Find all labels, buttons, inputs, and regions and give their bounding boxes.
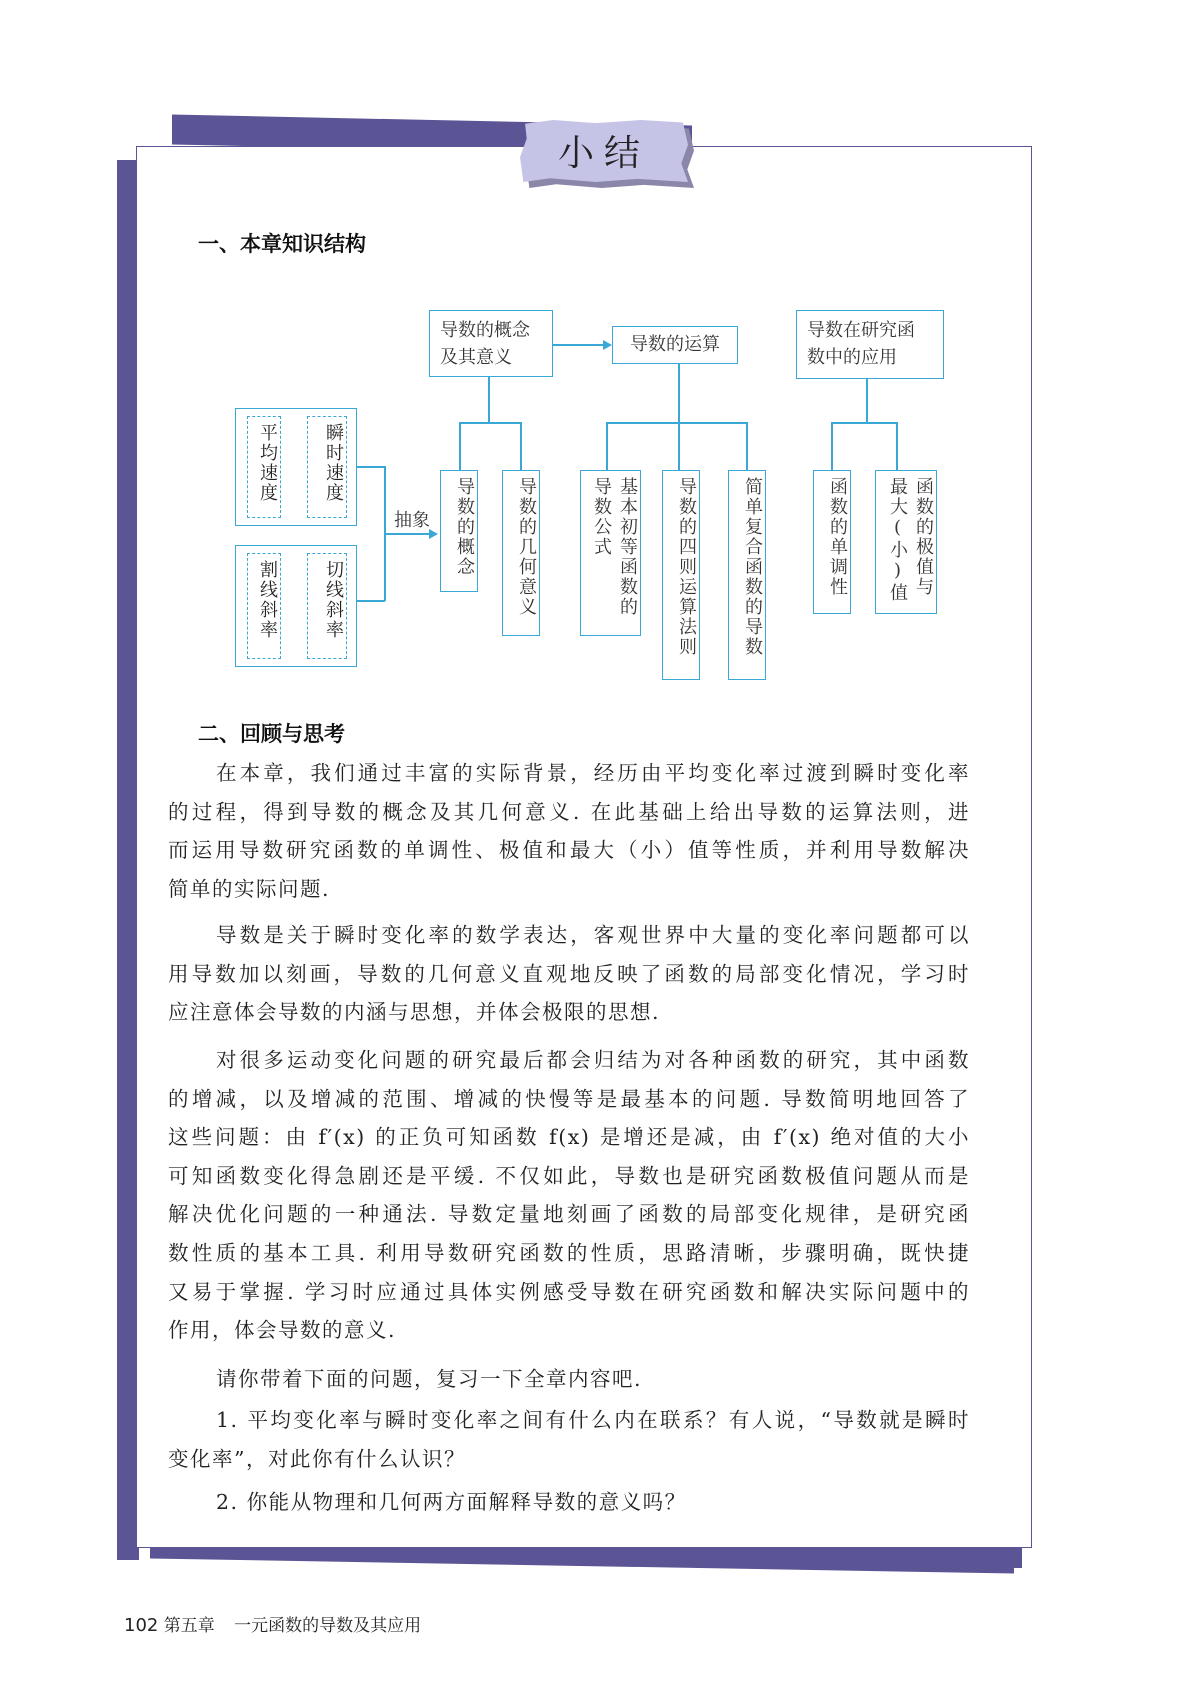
para3-line4: 可知函数变化得急剧还是平缓. 不仅如此，导数也是研究函数极值问题从而是 <box>168 1163 970 1188</box>
arrowhead-1 <box>603 340 612 350</box>
chapter-title: 一元函数的导数及其应用 <box>234 1616 422 1636</box>
abstract-label: 抽象 <box>394 510 430 531</box>
para3-line2: 的增减，以及增减的范围、增减的快慢等是最基本的问题. 导数简明地回答了 <box>168 1086 970 1111</box>
para3-line1: 对很多运动变化问题的研究最后都会归结为对各种函数的研究，其中函数 <box>216 1048 970 1072</box>
paragraph-2 <box>168 916 970 1032</box>
section1-heading: 一、本章知识结构 <box>198 232 366 256</box>
para1-line3: 而运用导数研究函数的单调性、极值和最大（小）值等性质，并利用导数解决 <box>168 838 970 863</box>
box-basic-formula: 基本初等函数的导数公式 <box>580 470 641 636</box>
paragraph-3 <box>168 1041 970 1350</box>
para3-line7: 又易于掌握. 学习时应通过具体实例感受导数在研究函数和解决实际问题中的 <box>168 1279 970 1304</box>
box-derivative-application: 导数在研究函 数中的应用 <box>796 310 944 379</box>
banner-title: 小结 <box>557 133 650 174</box>
q1-line2: 变化率”，对此你有什么认识？ <box>168 1446 466 1471</box>
box-concept: 导数的概念 <box>440 470 478 592</box>
question-1 <box>168 1401 970 1478</box>
para2-line2: 用导数加以刻画，导数的几何意义直观地反映了函数的局部变化情况，学习时 <box>168 961 970 986</box>
box-derivative-operation: 导数的运算 <box>612 326 738 364</box>
para2-line1: 导数是关于瞬时变化率的数学表达，客观世界中大量的变化率问题都可以 <box>216 923 970 947</box>
para1-line4: 简单的实际问题. <box>168 876 331 901</box>
page-number: 102 <box>124 1615 159 1636</box>
paragraph-4 <box>216 1360 970 1399</box>
chapter-number: 第五章 <box>163 1616 215 1636</box>
box-composite-derivative: 简单复合函数的导数 <box>728 470 766 680</box>
q1-line1: 1. 平均变化率与瞬时变化率之间有什么内在联系？有人说，“导数就是瞬时 <box>216 1408 970 1432</box>
question-2 <box>216 1483 970 1522</box>
q2-line1: 2. 你能从物理和几何两方面解释导数的意义吗？ <box>216 1490 687 1514</box>
para4-line1: 请你带着下面的问题，复习一下全章内容吧. <box>216 1367 643 1391</box>
box-tangent-slope: 切线斜率 <box>307 553 347 659</box>
box-geometric-meaning: 导数的几何意义 <box>502 470 540 636</box>
section2-heading: 二、回顾与思考 <box>198 722 345 746</box>
box-instant-speed: 瞬时速度 <box>307 416 347 518</box>
para3-line6: 数性质的基本工具. 利用导数研究函数的性质，思路清晰，步骤明确，既快捷 <box>168 1240 970 1265</box>
box-average-speed: 平均速度 <box>247 416 281 518</box>
box-arithmetic-rules: 导数的四则运算法则 <box>662 470 700 680</box>
box-derivative-concept: 导数的概念 及其意义 <box>429 310 553 377</box>
para2-line3: 应注意体会导数的内涵与思想，并体会极限的思想. <box>168 1000 661 1025</box>
para1-line1: 在本章，我们通过丰富的实际背景，经历由平均变化率过渡到瞬时变化率 <box>216 761 970 785</box>
box-monotonicity: 函数的单调性 <box>813 470 851 614</box>
page-footer <box>124 1611 421 1636</box>
para3-line3: 这些问题：由 f′(x) 的正负可知函数 f(x) 是增还是减，由 f′(x) 绝对值的大小 <box>168 1125 970 1150</box>
box-secant-slope: 割线斜率 <box>247 553 281 659</box>
arrowhead-abstract <box>429 529 438 539</box>
para3-line5: 解决优化问题的一种通法. 导数定量地刻画了函数的局部变化规律，是研究函 <box>168 1202 970 1227</box>
box-extremum: 函数的极值与最大(小)值 <box>875 470 937 614</box>
para1-line2: 的过程，得到导数的概念及其几何意义. 在此基础上给出导数的运算法则，进 <box>168 799 970 824</box>
para3-line8: 作用，体会导数的意义. <box>168 1318 397 1343</box>
paragraph-1 <box>168 754 970 908</box>
